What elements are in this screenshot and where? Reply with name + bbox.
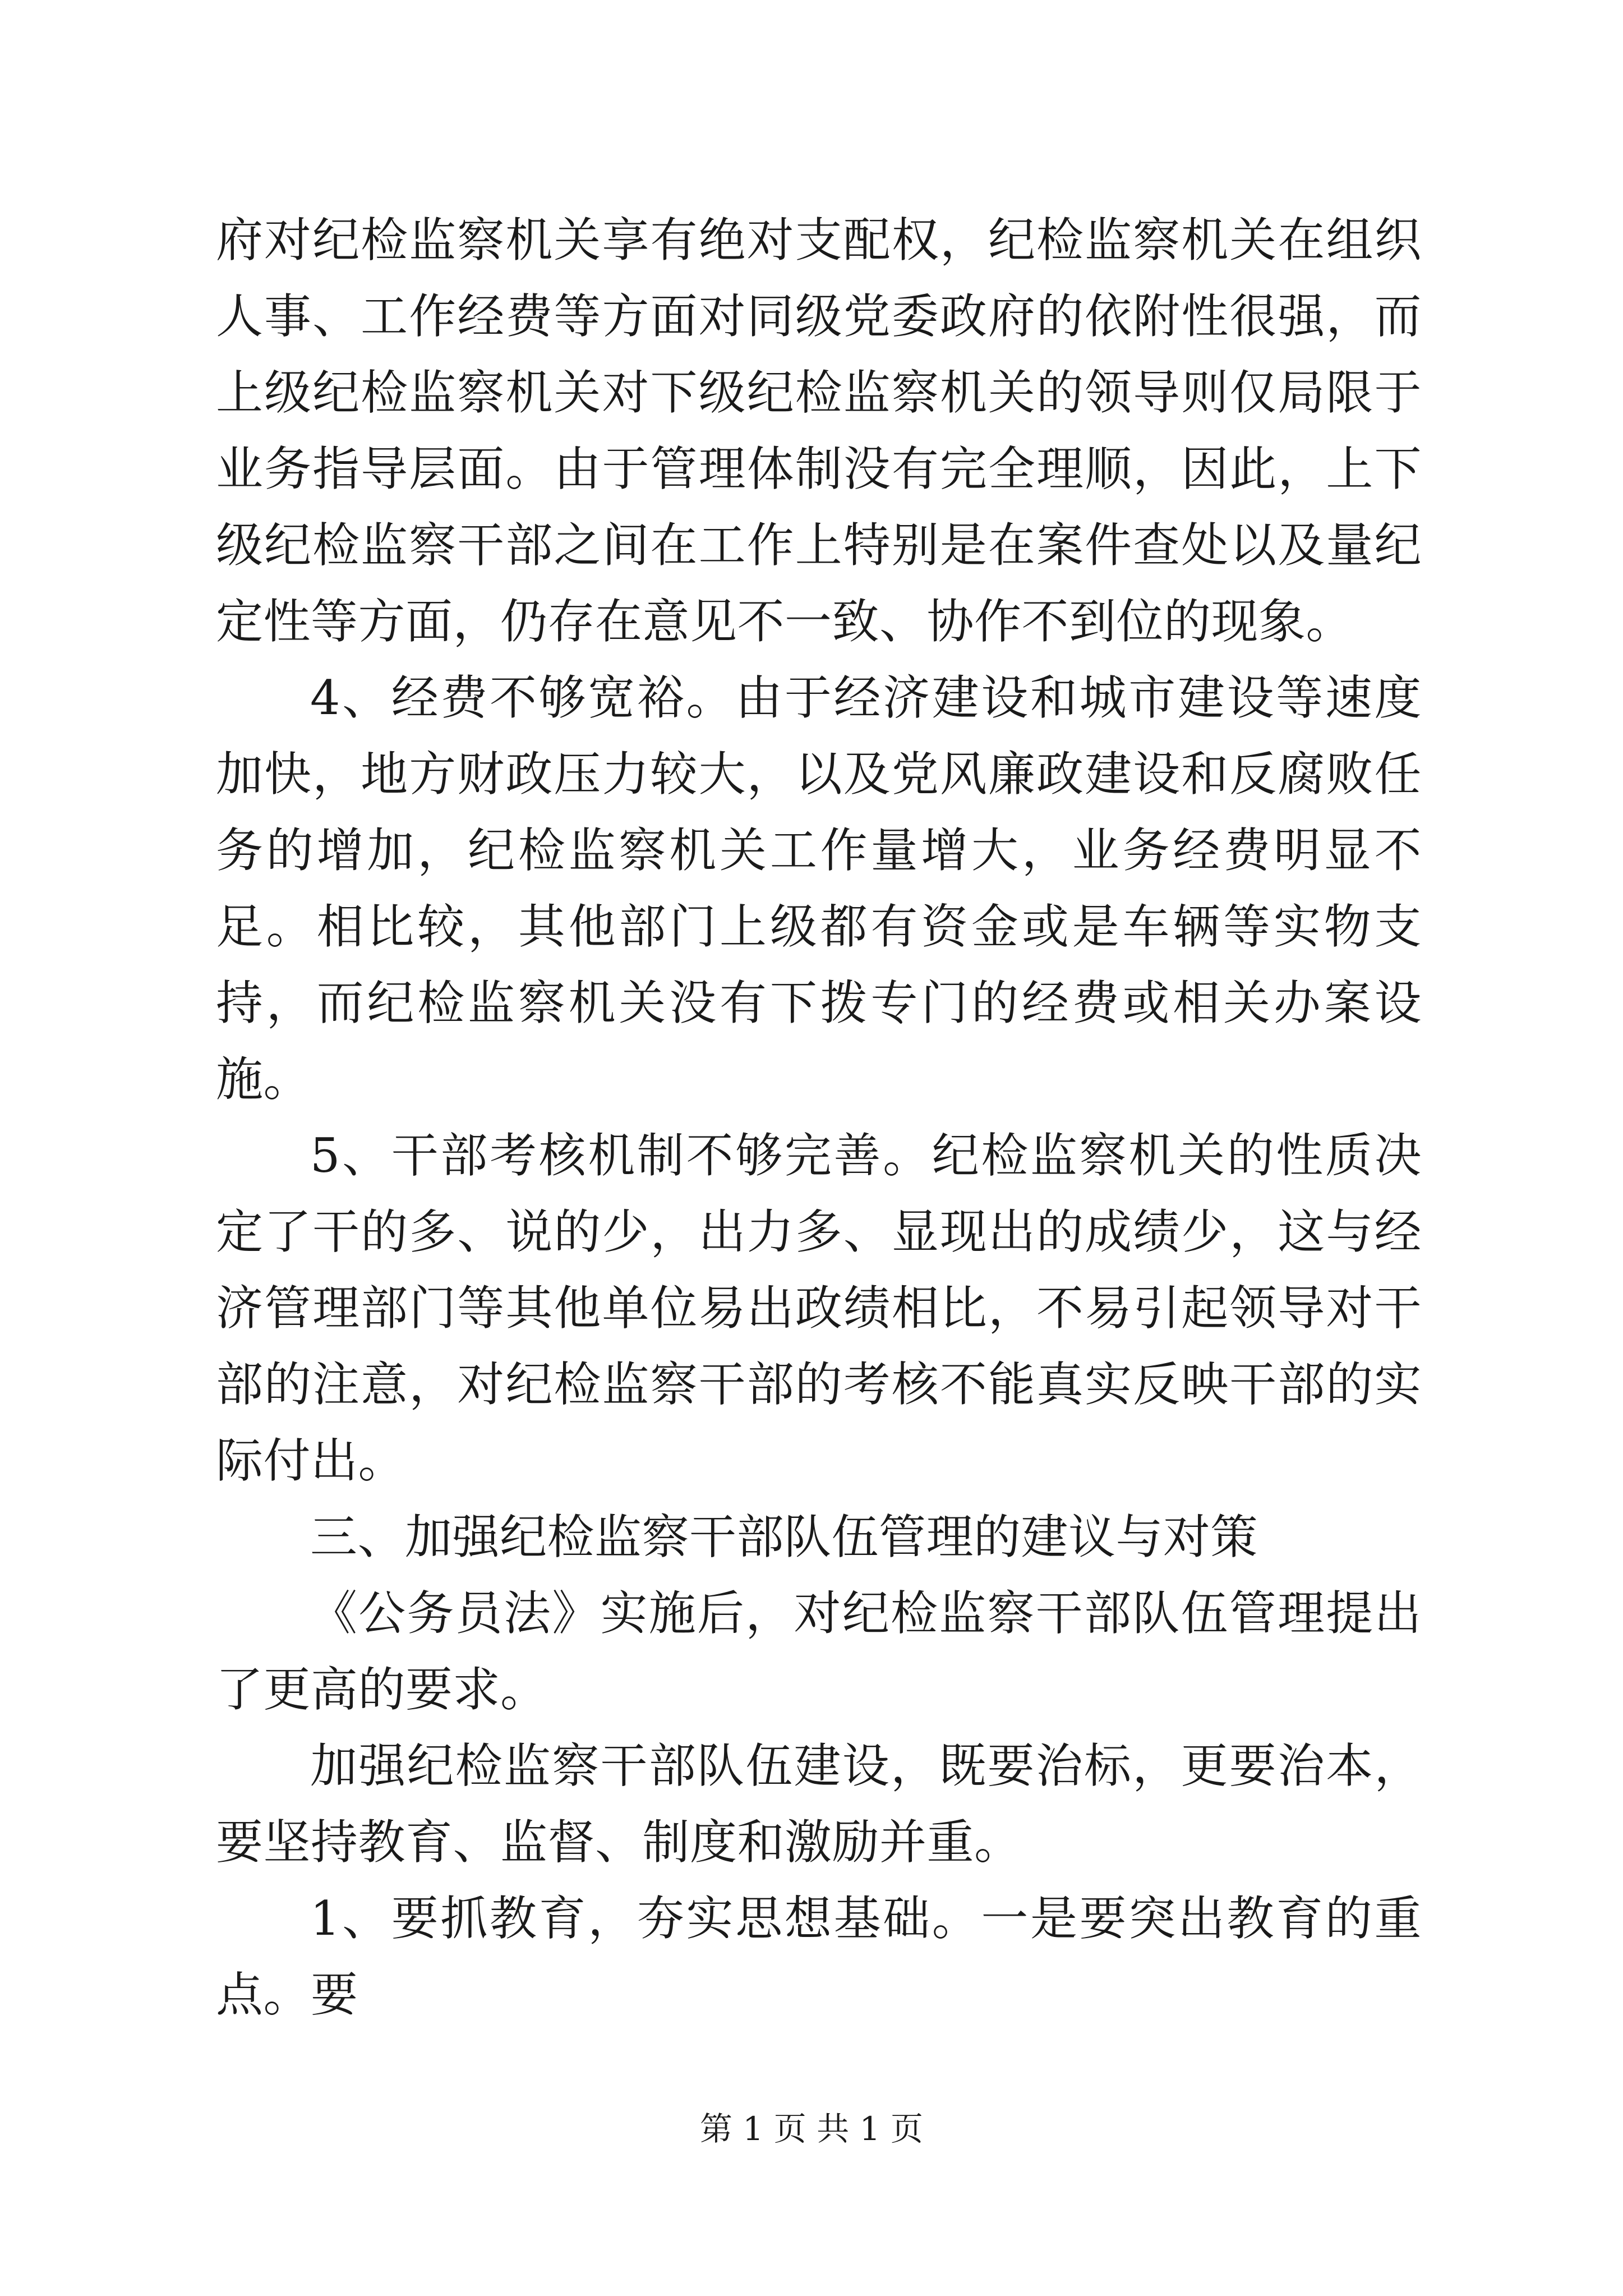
page-footer: 第 1 页 共 1 页 [700, 2110, 923, 2148]
paragraph-6: 1、要抓教育，夯实思想基础。一是要突出教育的重点。要 [216, 1891, 1422, 2022]
document-body [216, 202, 1422, 2033]
paragraph-4: 《公务员法》实施后，对纪检监察干部队伍管理提出了更高的要求。 [216, 1586, 1422, 1717]
paragraph-3: 5、干部考核机制不够完善。纪检监察机关的性质决定了干的多、说的少，出力多、显现出的成绩少，这与经济管理部门等其他单位易出政绩相比，不易引起领导对干部的注意，对纪检监察干部的考核不能真实反映干部的实际付出。 [216, 1128, 1422, 1488]
paragraph-5: 加强纪检监察干部队伍建设，既要治标，更要治本，要坚持教育、监督、制度和激励并重。 [216, 1738, 1422, 1870]
paragraph-1: 府对纪检监察机关享有绝对支配权，纪检监察机关在组织人事、工作经费等方面对同级党委政府的依附性很强，而上级纪检监察机关对下级纪检监察机关的领导则仅局限于业务指导层面。由于管理体制没有完全理顺，因此，上下级纪检监察干部之间在工作上特别是在案件查处以及量纪定性等方面，仍存在意见不一致、协作不到位的现象。 [216, 213, 1422, 649]
section-heading: 三、加强纪检监察干部队伍管理的建议与对策 [310, 1510, 1258, 1565]
paragraph-2: 4、经费不够宽裕。由于经济建设和城市建设等速度加快，地方财政压力较大，以及党风廉政建设和反腐败任务的增加，纪检监察机关工作量增大，业务经费明显不足。相比较，其他部门上级都有资金或是车辆等实物支持，而纪检监察机关没有下拨专门的经费或相关办案设施。 [216, 670, 1422, 1107]
